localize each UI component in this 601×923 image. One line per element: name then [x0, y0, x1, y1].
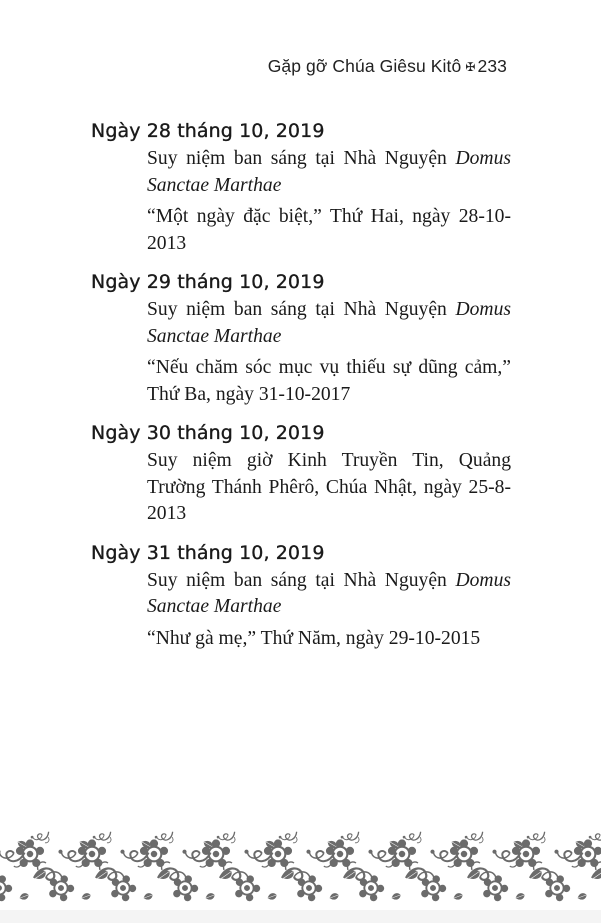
entry-date: Ngày 31 tháng 10, 2019 — [91, 541, 325, 564]
entry — [91, 538, 511, 653]
ornament-motif — [0, 872, 15, 903]
book-title: Gặp gỡ Chúa Giêsu Kitô — [267, 56, 462, 76]
running-head — [268, 56, 507, 77]
entry — [91, 418, 511, 528]
source-italic: Domus Sanctae Marthae — [147, 148, 511, 196]
ornament-motif — [267, 892, 277, 900]
entries-list — [91, 116, 511, 662]
ornament-motif — [81, 892, 91, 900]
entry — [91, 267, 511, 408]
ornament-motif — [19, 892, 29, 900]
entry-source — [91, 297, 511, 350]
entry-source — [91, 626, 511, 653]
entry-source — [91, 146, 511, 199]
entry-source — [91, 204, 511, 257]
source-text: “Một ngày đặc biệt,” Thứ Hai, ngày 28-10-2013 — [147, 206, 511, 254]
entry-date: Ngày 29 tháng 10, 2019 — [91, 271, 325, 293]
entry-source — [91, 568, 511, 621]
source-text: Suy niệm ban sáng tại Nhà Nguyện — [147, 148, 456, 169]
ornament-motif — [515, 892, 525, 900]
source-text: “Như gà mẹ,” Thứ Năm, ngày 29-10-2015 — [147, 627, 481, 649]
entry-date: Ngày 30 tháng 10, 2019 — [91, 422, 325, 444]
source-text: “Nếu chăm sóc mục vụ thiếu sự dũng cảm,” Thứ Ba, ngày 31-10-2017 — [147, 357, 511, 405]
ornament-motif — [329, 892, 339, 900]
entry — [91, 116, 511, 257]
ornament-motif — [453, 892, 463, 900]
source-text: Suy niệm ban sáng tại Nhà Nguyện — [147, 299, 456, 320]
ornament-motif — [143, 892, 153, 900]
ornament-motif — [391, 892, 401, 900]
page-bottom-strip — [0, 910, 601, 923]
entry-date: Ngày 28 tháng 10, 2019 — [91, 120, 325, 142]
cross-icon: ✠ — [465, 60, 476, 74]
source-italic: Domus Sanctae Marthae — [147, 299, 511, 347]
entry-source — [91, 448, 511, 528]
ornament-motif — [205, 892, 215, 900]
source-text: Suy niệm giờ Kinh Truyền Tin, Quảng Trường Thánh Phêrô, Chúa Nhật, ngày 25-8-2013 — [147, 450, 511, 524]
entry-source — [91, 355, 511, 408]
page-number: 233 — [477, 56, 507, 76]
ornament-motif — [577, 892, 587, 900]
ornament-motif — [0, 862, 3, 881]
floral-border-ornament — [0, 828, 601, 910]
source-text: Suy niệm ban sáng tại Nhà Nguyện — [147, 569, 456, 591]
source-italic: Domus Sanctae Marthae — [147, 569, 511, 617]
